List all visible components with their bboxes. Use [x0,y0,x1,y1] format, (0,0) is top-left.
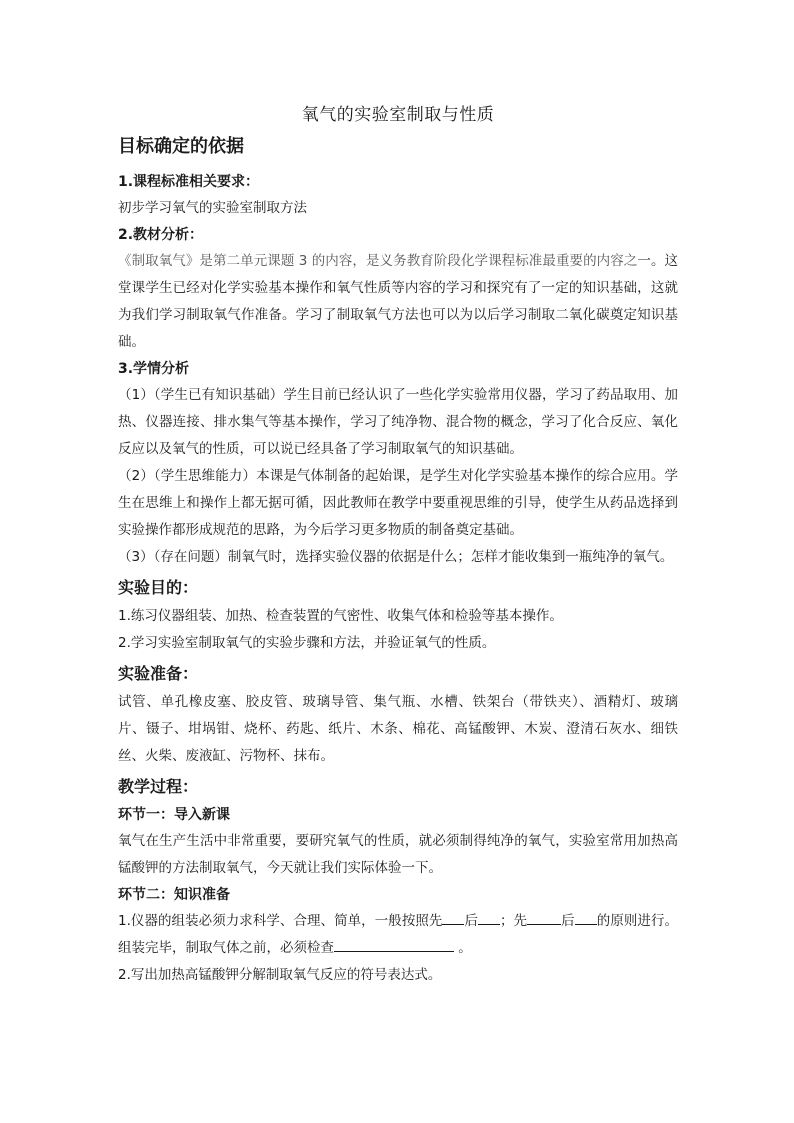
heading-student-analysis: 3.学情分析 [118,361,190,377]
textbook-analysis-lead: 《制取氧气》是第二单元课题 3 的内容，是义务教育阶段化学课程标准最重要的内容之 [118,253,638,269]
student-analysis-p1: （1）（学生已有知识基础）学生目前已经认识了一些化学实验常用仪器，学习了药品取用、加热、仪器连接、排水集气等基本操作，学习了纯净物、混合物的概念，学习了化合反应、氧化反应以及氧气的性质，可以说已经具备了学习制取氧气的知识基础。 [118,387,678,457]
heading-experiment-goal: 实验目的： [118,578,199,597]
question-1-part: 的原则进行。组装完毕，制取气体之前，必须检查 [118,913,679,956]
blank-field[interactable] [527,908,561,925]
question-1-part: 。 [454,940,472,956]
question-1-part: 后 [464,913,479,929]
goal-item: 2.学习实验室制取氧气的实验步骤和方法，并验证氧气的性质。 [118,635,496,651]
blank-field[interactable] [334,935,454,952]
question-1 [118,908,678,962]
experiment-prep-text: 试管、单孔橡皮塞、胶皮管、玻璃导管、集气瓶、水槽、铁架台（带铁夹）、酒精灯、玻璃片、镊子、坩埚钳、烧杯、药匙、纸片、木条、棉花、高锰酸钾、木炭、澄清石灰水、细铁丝、火柴、废液缸、污物杯、抹布。 [118,694,678,764]
heading-teaching-process: 教学过程： [118,777,199,796]
question-1-part: 后 [561,913,575,929]
question-2: 2.写出加热高锰酸钾分解制取氧气反应的符号表达式。 [118,967,442,983]
heading-experiment-prep: 实验准备： [118,664,199,683]
goal-item: 1.练习仪器组装、加热、检查装置的气密性、收集气体和检验等基本操作。 [118,608,563,624]
step-1-text: 氧气在生产生活中非常重要，要研究氧气的性质，就必须制得纯净的氧气，实验室常用加热高锰酸钾的方法制取氧气，今天就让我们实际体验一下。 [118,833,678,876]
textbook-analysis-rest: 一。这堂课学生已经对化学实验基本操作和氧气性质等内容的学习和探究有了一定的知识基础，这就为我们学习制取氧气作准备。学习了制取氧气方法也可以为以后学习制取二氧化碳奠定知识基础。 [118,253,679,350]
document-page [118,100,678,989]
blank-field[interactable] [478,908,500,925]
heading-step-1: 环节一：导入新课 [118,807,230,823]
curriculum-standard-text: 初步学习氧气的实验室制取方法 [118,200,307,216]
textbook-analysis-text [118,248,678,356]
question-1-part: ；先 [500,913,528,929]
blank-field[interactable] [575,908,597,925]
student-analysis-p2: （2）（学生思维能力）本课是气体制备的起始课，是学生对化学实验基本操作的综合应用。学生在思维上和操作上都无据可循，因此教师在教学中要重视思维的引导，使学生从药品选择到实验操作都形成规范的思路，为今后学习更多物质的制备奠定基础。 [118,468,678,538]
blank-field[interactable] [442,908,464,925]
section-heading-basis: 目标确定的依据 [118,136,244,157]
question-1-part: 1.仪器的组装必须力求科学、合理、简单，一般按照先 [118,913,443,929]
heading-textbook-analysis: 2.教材分析： [118,227,204,243]
student-analysis-p3: （3）（存在问题）制氧气时，选择实验仪器的依据是什么；怎样才能收集到一瓶纯净的氧气。 [118,549,674,565]
heading-curriculum-standard: 1.课程标准相关要求： [118,174,260,190]
heading-step-2: 环节二：知识准备 [118,887,230,903]
document-title: 氧气的实验室制取与性质 [301,105,495,125]
